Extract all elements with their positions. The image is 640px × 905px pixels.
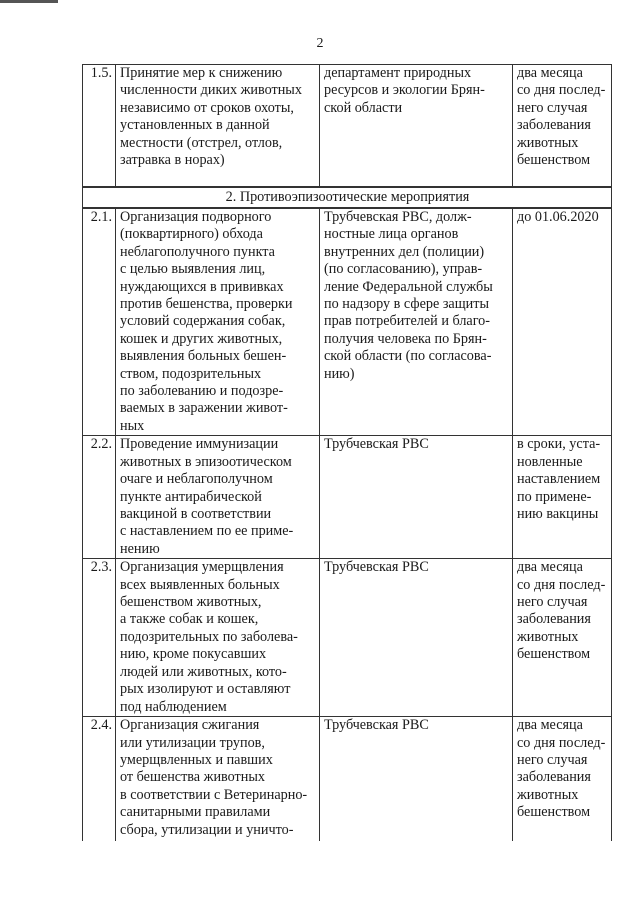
responsible-cell-line: внутренних дел (полиции) <box>324 243 485 260</box>
deadline-cell-line: в сроки, уста- <box>517 436 601 453</box>
measures-table <box>82 64 612 841</box>
deadline-cell <box>513 436 612 559</box>
action-cell-line: неблагополучного пункта <box>120 243 275 260</box>
action-cell-line: животных в эпизоотическом <box>120 453 292 470</box>
row-number: 2.1. <box>83 208 116 436</box>
action-cell <box>116 559 320 717</box>
responsible-cell-line: нию) <box>324 365 355 382</box>
responsible-cell-line: ление Федеральной службы <box>324 278 493 295</box>
deadline-cell-line: животных <box>517 628 579 645</box>
action-cell-line: нию, кроме покусавших <box>120 646 267 663</box>
deadline-cell-line: два месяца <box>517 559 583 576</box>
responsible-cell-line: ресурсов и экологии Брян- <box>324 82 485 99</box>
deadline-cell-line: заболевания <box>517 611 591 628</box>
action-cell-line: вакциной в соответствии <box>120 506 272 523</box>
responsible-cell <box>320 436 513 559</box>
deadline-cell-line: до 01.06.2020 <box>517 208 599 225</box>
action-cell-line: под наблюдением <box>120 698 227 715</box>
table-row <box>83 436 612 559</box>
deadline-cell-line: со дня послед- <box>517 734 606 751</box>
deadline-cell-line: два месяца <box>517 65 583 81</box>
responsible-cell-line: Трубчевская РВС <box>324 436 429 453</box>
responsible-cell-line: прав потребителей и благо- <box>324 313 490 330</box>
action-cell-line: с целью выявления лиц, <box>120 261 266 278</box>
action-cell-line: ваемых в заражении живот- <box>120 400 288 417</box>
responsible-cell-line: получия человека по Брян- <box>324 330 487 347</box>
deadline-cell-line: два месяца <box>517 717 583 734</box>
scan-corner-mark <box>0 0 58 3</box>
deadline-cell-line: заболевания <box>517 769 591 786</box>
responsible-cell-line: (по согласованию), управ- <box>324 261 483 278</box>
action-cell-line: (поквартирного) обхода <box>120 226 263 243</box>
action-cell-line: нуждающихся в прививках <box>120 278 284 295</box>
action-cell-line: выявления больных бешен- <box>120 348 287 365</box>
action-cell-line: сбора, утилизации и уничто- <box>120 821 294 838</box>
deadline-cell-line: него случая <box>517 752 588 769</box>
action-cell-line: независимо от сроков охоты, <box>120 99 294 116</box>
deadline-cell-line: наставлением <box>517 471 601 488</box>
responsible-cell-line: Трубчевская РВС, долж- <box>324 208 472 225</box>
action-cell-line: Организация умерщвления <box>120 559 284 576</box>
responsible-cell <box>320 559 513 717</box>
action-cell-line: кошек и других животных, <box>120 330 283 347</box>
table-row <box>83 65 612 187</box>
row-number: 2.4. <box>83 717 116 841</box>
row-number: 2.2. <box>83 436 116 559</box>
action-cell <box>116 208 320 436</box>
action-cell-line: санитарными правилами <box>120 804 271 821</box>
action-cell-line: бешенством животных, <box>120 594 262 611</box>
responsible-cell <box>320 65 513 187</box>
action-cell-line: нению <box>120 540 160 557</box>
action-cell-line: затравка в норах) <box>120 152 225 169</box>
action-cell-line: подозрительных по заболева- <box>120 628 298 645</box>
deadline-cell-line: бешенством <box>517 152 591 169</box>
action-cell-line: против бешенства, проверки <box>120 295 293 312</box>
table-row <box>83 717 612 841</box>
responsible-cell-line: Трубчевская РВС <box>324 559 429 576</box>
row-number: 1.5. <box>83 65 116 187</box>
action-cell-line: Организация подворного <box>120 208 272 225</box>
responsible-cell <box>320 717 513 841</box>
action-cell-line: ством, подозрительных <box>120 365 262 382</box>
table-row <box>83 208 612 436</box>
action-cell-line: людей или животных, кото- <box>120 663 287 680</box>
action-cell-line: всех выявленных больных <box>120 576 280 593</box>
deadline-cell-line: новленные <box>517 453 583 470</box>
action-cell-line: по заболеванию и подозре- <box>120 382 284 399</box>
action-cell <box>116 436 320 559</box>
responsible-cell-line: Трубчевская РВС <box>324 717 429 734</box>
action-cell-line: численности диких животных <box>120 82 302 99</box>
page-number: 2 <box>316 36 324 51</box>
action-cell-line: установленных в данной <box>120 117 270 134</box>
deadline-cell-line: со дня послед- <box>517 82 606 99</box>
deadline-cell-line: бешенством <box>517 804 591 821</box>
action-cell <box>116 717 320 841</box>
action-cell-line: очаге и неблагополучном <box>120 471 273 488</box>
action-cell-line: от бешенства животных <box>120 769 265 786</box>
action-cell-line: пункте антирабической <box>120 488 262 505</box>
action-cell-line: ных <box>120 417 145 434</box>
responsible-cell-line: департамент природных <box>324 65 472 81</box>
action-cell-line: в соответствии с Ветеринарно- <box>120 786 308 803</box>
deadline-cell-line: животных <box>517 134 579 151</box>
responsible-cell-line: ностные лица органов <box>324 226 459 243</box>
action-cell-line: а также собак и кошек, <box>120 611 259 628</box>
deadline-cell-line: животных <box>517 786 579 803</box>
section-header-row <box>83 187 612 208</box>
action-cell-line: или утилизации трупов, <box>120 734 265 751</box>
action-cell-line: местности (отстрел, отлов, <box>120 134 283 151</box>
action-cell-line: рых изолируют и оставляют <box>120 681 291 698</box>
deadline-cell <box>513 65 612 187</box>
deadline-cell <box>513 208 612 436</box>
action-cell-line: с наставлением по ее приме- <box>120 523 294 540</box>
deadline-cell <box>513 559 612 717</box>
deadline-cell-line: по примене- <box>517 488 592 505</box>
action-cell-line: умерщвленных и павших <box>120 752 273 769</box>
responsible-cell-line: по надзору в сфере защиты <box>324 295 489 312</box>
deadline-cell-line: него случая <box>517 594 588 611</box>
deadline-cell-line: со дня послед- <box>517 576 606 593</box>
table-row <box>83 559 612 717</box>
responsible-cell-line: ской области (по согласова- <box>324 348 492 365</box>
responsible-cell <box>320 208 513 436</box>
action-cell-line: Принятие мер к снижению <box>120 65 283 81</box>
deadline-cell-line: нию вакцины <box>517 506 599 523</box>
section-title: 2. Противоэпизоотические мероприятия <box>83 187 612 208</box>
row-number: 2.3. <box>83 559 116 717</box>
deadline-cell-line: заболевания <box>517 117 591 134</box>
deadline-cell-line: него случая <box>517 99 588 116</box>
action-cell <box>116 65 320 187</box>
action-cell-line: Организация сжигания <box>120 717 260 734</box>
action-cell-line: Проведение иммунизации <box>120 436 279 453</box>
responsible-cell-line: ской области <box>324 99 403 116</box>
action-cell-line: условий содержания собак, <box>120 313 286 330</box>
deadline-cell-line: бешенством <box>517 646 591 663</box>
deadline-cell <box>513 717 612 841</box>
